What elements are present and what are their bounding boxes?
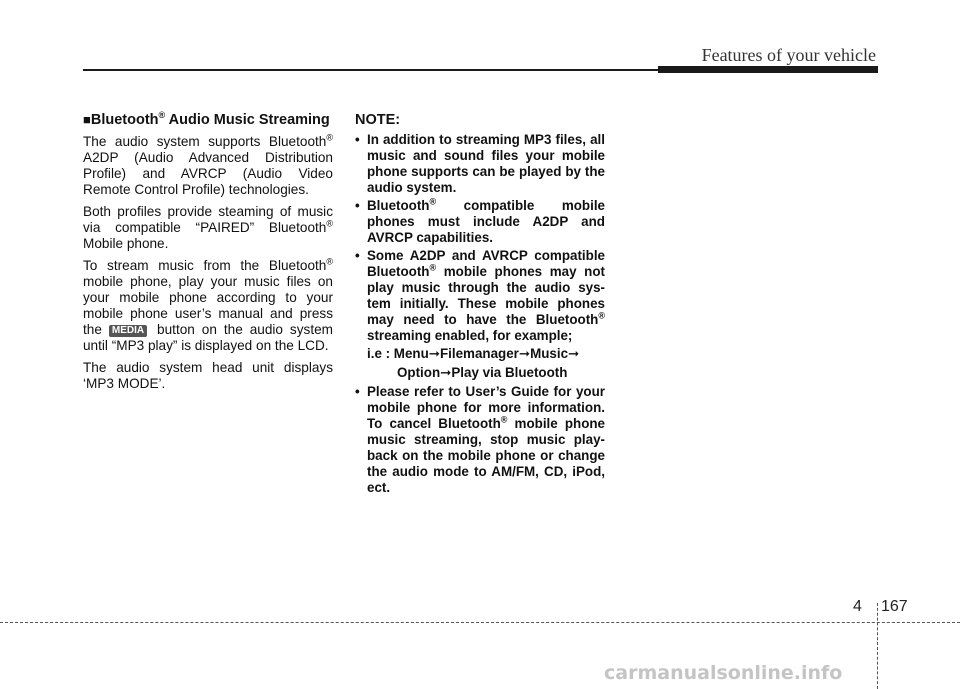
note-title: NOTE: [355,112,401,128]
note-item: • Some A2DP and AVRCP compatible Bluetooth® mobile phones may not play music through the audio sys- tem initially. These mobile phones may need to have the Bluetooth® streaming enabled, for example; [355,248,605,343]
menu-path: i.e : Menu➞Filemanager➞Music➞ [367,346,580,361]
paragraph-supports: The audio system supports Bluetooth® A2DP (Audio Advanced Distribution Profile) and AVRCP (Audio Video Remote Control Profile) technologies. [83,132,333,197]
note-item: • Please refer to User’s Guide for your mobile phone for more information. To cancel Bluetooth® mobile phone music streaming, stop music play- back on the mobile phone or change the audio mode to AM/FM, CD, iPod, ect. [355,384,605,495]
note-item: • In addition to streaming MP3 files, all music and sound files your mobile phone supports can be played by the audio system. [355,132,605,195]
footer-rule [0,622,960,623]
paragraph-profiles: Both profiles provide steaming of music via compatible “PAIRED” Bluetooth® Mobile phone. [83,204,333,251]
chapter-title: Features of your vehicle [701,45,876,65]
header-rule-accent [658,66,878,73]
section-title: ■Bluetooth® Audio Music Streaming [83,110,330,128]
paragraph-head-unit: The audio system head unit displays ‘MP3 MODE’. [83,360,333,391]
note-item: • Bluetooth® compatible mobile phones must include A2DP and AVRCP capabilities. [355,196,605,245]
watermark-text: carmanualsonline.info [604,662,843,684]
note-column [355,112,605,498]
chapter-number: 4 [853,598,862,615]
bullet-icon: • [355,384,360,399]
bullet-icon: • [355,132,360,147]
media-button-icon: MEDIA [109,325,147,337]
square-bullet-icon: ■ [83,112,91,127]
page-number: 167 [881,598,908,615]
bullet-icon: • [355,248,360,263]
bullet-icon: • [355,198,360,213]
left-column [83,112,333,398]
footer-divider [877,603,878,689]
paragraph-stream-instructions: To stream music from the Bluetooth® mobile phone, play your music files on your mobile phone according to your mobile phone user’s manual and press the MEDIA button on the audio system until “MP3 play” is displayed on the LCD. [83,256,333,353]
menu-path-continued: Option➞Play via Bluetooth [397,365,568,380]
